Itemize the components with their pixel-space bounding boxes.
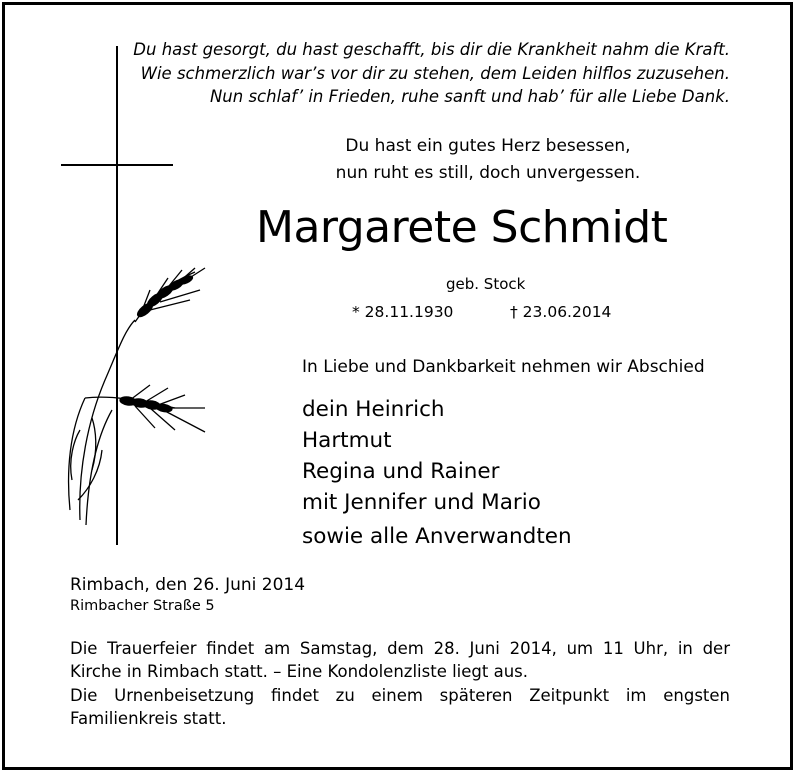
- notice-line-3: Die Urnenbeisetzung findet zu einem späteren Zeitpunkt im engsten: [70, 686, 730, 705]
- death-date: † 23.06.2014: [510, 303, 612, 321]
- poem-line-2: Wie schmerzlich war’s vor dir zu stehen, dem Leiden hilflos zuzusehen.: [140, 64, 730, 83]
- mourner-1: dein Heinrich: [302, 397, 445, 422]
- notice-line-4: Familienkreis statt.: [70, 709, 227, 728]
- upper-wheat-ear: [135, 268, 205, 322]
- poem-line-1: Du hast gesorgt, du hast geschafft, bis dir die Krankheit nahm die Kraft.: [133, 40, 730, 59]
- poem-line-3: Nun schlaf’ in Frieden, ruhe sanft und hab’ für alle Liebe Dank.: [209, 87, 730, 106]
- address: Rimbacher Straße 5: [70, 598, 215, 614]
- birth-name: geb. Stock: [446, 275, 526, 293]
- mourner-2: Hartmut: [302, 428, 392, 453]
- verse-line-2: nun ruht es still, doch unvergessen.: [335, 163, 641, 183]
- wheat-ears-icon: [69, 268, 205, 525]
- mourner-4: mit Jennifer und Mario: [302, 490, 541, 515]
- birth-date: * 28.11.1930: [352, 303, 454, 321]
- deceased-name: Margarete Schmidt: [256, 202, 668, 253]
- notice-line-2: Kirche in Rimbach statt. – Eine Kondolenzliste liegt aus.: [70, 662, 529, 681]
- verse-line-1: Du hast ein gutes Herz besessen,: [345, 136, 631, 156]
- mourner-5: sowie alle Anverwandten: [302, 524, 572, 549]
- place-date: Rimbach, den 26. Juni 2014: [70, 575, 306, 595]
- notice-line-1: Die Trauerfeier findet am Samstag, dem 28. Juni 2014, um 11 Uhr, in der: [70, 639, 730, 658]
- mourner-3: Regina und Rainer: [302, 459, 500, 484]
- lower-wheat-ear: [85, 385, 205, 432]
- farewell-line: In Liebe und Dankbarkeit nehmen wir Abschied: [302, 357, 705, 377]
